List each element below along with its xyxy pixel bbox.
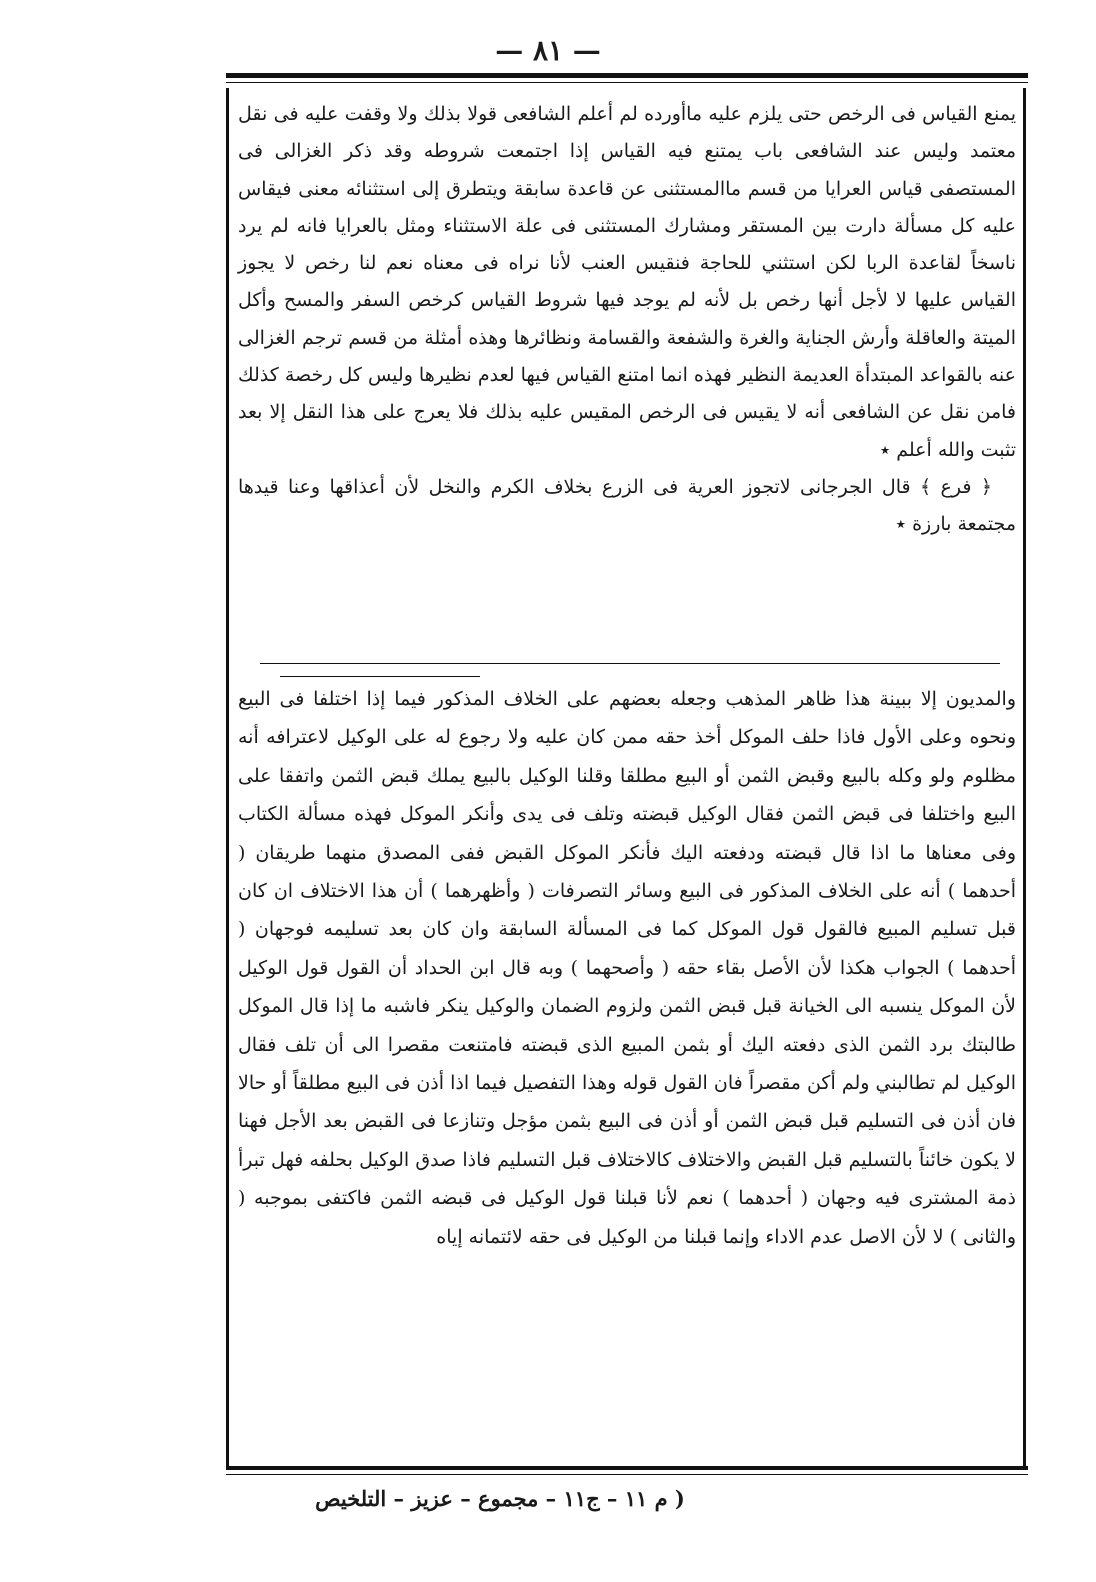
page-number: — ٨١ —: [495, 34, 601, 67]
bottom-rule-thin: [226, 1474, 1028, 1475]
section-divider-short: [280, 676, 480, 677]
top-rule-thin: [226, 82, 1028, 83]
top-text-section: [238, 96, 1016, 544]
page-footer: ( م ١١ – ج١١ – مجموع – عزيز – التلخيص: [315, 1486, 685, 1511]
top-rule: [226, 73, 1028, 78]
bottom-rule: [226, 1466, 1028, 1470]
top-paragraph-far: ﴿ فرع ﴾ قال الجرجانى لاتجوز العرية فى الزرع بخلاف الكرم والنخل لأن أعذاقها وعنا قيدها مجتمعة بارزة ٭: [238, 475, 1016, 536]
bottom-text-section: [238, 680, 1016, 1256]
top-paragraph-main: يمنع القياس فى الرخص حتى يلزم عليه ماأورده لم أعلم الشافعى قولا بذلك ولا وقفت عليه فى نقل معتمد وليس عند الشافعى باب يمتنع فيه القياس إذا اجتمعت شروطه وقد ذكر الغزالى فى المستصفى قياس العرايا من قسم ماالمستثنى عن قاعدة سابقة ويتطرق إلى استثنائه معنى فيقاس عليه كل مسألة دارت بين المستقر ومشارك المستثنى فى علة الاستثناء ومثل بالعرايا فانه لم يرد ناسخاً لقاعدة الربا لكن استثني للحاجة فنقيس العنب لأنا نراه فى معناه نعم لنا رخص لا يجوز القياس عليها لا لأجل أنها رخص بل لأنه لم يوجد فيها شروط القياس كرخص السفر والمسح وأكل الميتة والعاقلة وأرش الجناية والغرة والشفعة والقسامة ونظائرها وهذه أمثلة من قسم ترجم الغزالى عنه بالقواعد المبتدأة العديمة النظير فهذه انما امتنع القياس فيها لعدم نظيرها وليس كل رخصة كذلك فامن نقل عن الشافعى أنه لا يقيس فى الرخص المقيس عليه بذلك فلا يعرج على هذا النقل إلا بعد تثبت والله أعلم ٭: [238, 103, 1016, 461]
bottom-paragraph-main: والمديون إلا ببينة هذا ظاهر المذهب وجعله بعضهم على الخلاف المذكور فيما إذا اختلفا فى البيع ونحوه وعلى الأول فاذا حلف الموكل أخذ حقه ممن كان عليه ولا رجوع له على الوكيل لاعترافه أنه مظلوم ولو وكله بالبيع وقبض الثمن أو البيع مطلقا وقلنا الوكيل بالبيع يملك قبض الثمن واتفقا على البيع واختلفا فى قبض الثمن فقال الوكيل قبضته وتلف فى يدى وأنكر الموكل فهذه مسألة الكتاب وفى معناها ما اذا قال قبضته ودفعته اليك فأنكر الموكل القبض ففى المصدق منهما طريقان ( أحدهما ) أنه على الخلاف المذكور فى البيع وسائر التصرفات ( وأظهرهما ) أن هذا الاختلاف ان كان قبل تسليم المبيع فالقول قول الموكل كما فى المسألة السابقة وان كان بعد تسليمه فوجهان ( أحدهما ) الجواب هكذا لأن الأصل بقاء حقه ( وأصحهما ) وبه قال ابن الحداد أن القول قول الوكيل لأن الموكل ينسبه الى الخيانة قبل قبض الثمن ولزوم الضمان والوكيل ينكر فاشبه ما إذا قال الموكل طالبتك برد الثمن الذى دفعته اليك أو بثمن المبيع الذى قبضته فامتنعت مقصرا الى أن تلف فقال الوكيل لم تطالبني ولم أكن مقصراً فان القول قوله وهذا التفصيل فيما اذا أذن فى البيع مطلقاً أو حالا فان أذن فى التسليم قبل قبض الثمن أو أذن فى البيع بثمن مؤجل وتنازعا فى القبض بعد الأجل فهنا لا يكون خائناً بالتسليم قبل القبض والاختلاف كالاختلاف قبل التسليم فاذا صدق الوكيل بحلفه فهل تبرأ ذمة المشترى فيه وجهان ( أحدهما ) نعم لأنا قبلنا قول الوكيل فى قبضه الثمن فاكتفى بموجبه ( والثانى ) لا لأن الاصل عدم الاداء وإنما قبلنا من الوكيل فى حقه لائتمانه إياه: [238, 688, 1016, 1248]
section-divider: [260, 663, 1000, 664]
